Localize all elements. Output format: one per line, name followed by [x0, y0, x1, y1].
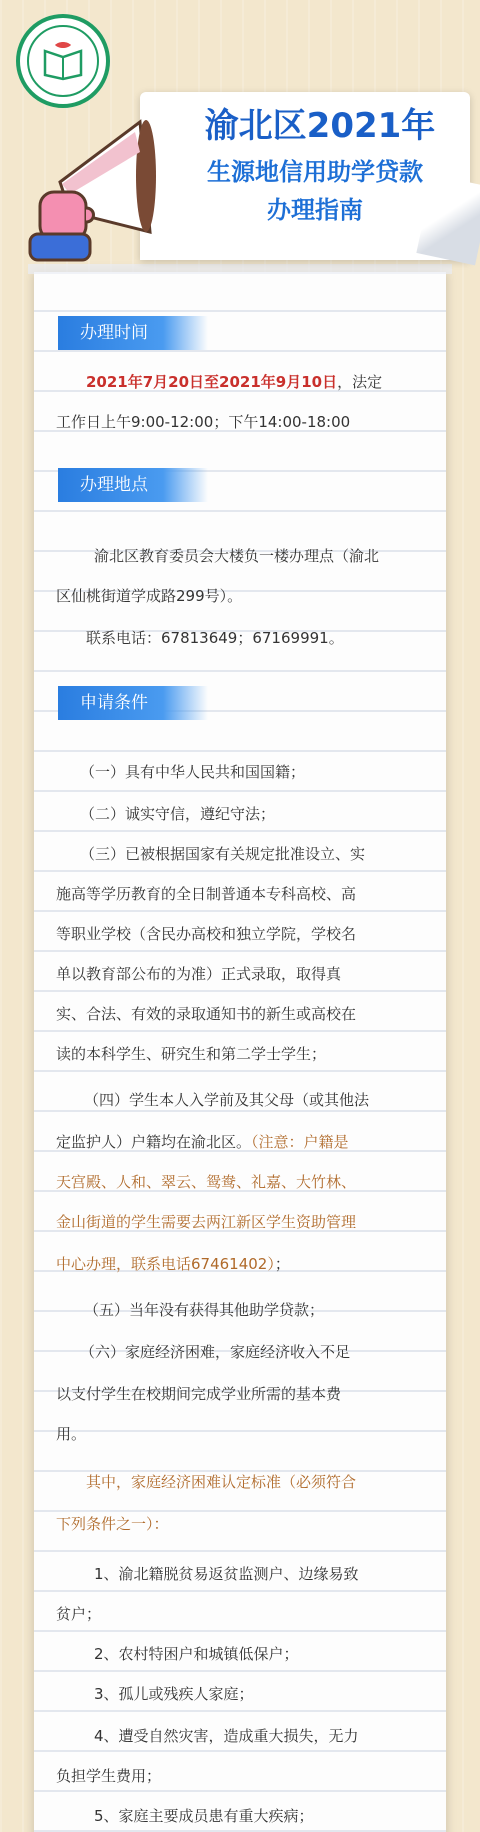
- section-tag-conditions: 申请条件: [58, 686, 208, 720]
- condition-6-line-2: 以支付学生在校期间完成学业所需的基本费: [56, 1385, 342, 1403]
- section-tag-place: 办理地点: [58, 468, 208, 502]
- condition-3-line-4: 单以教育部公布的为准）正式录取，取得真: [56, 965, 342, 983]
- megaphone-icon: [0, 112, 160, 272]
- condition-4-note-line-2: 天宫殿、人和、翠云、鸳鸯、礼嘉、大竹林、: [56, 1173, 357, 1191]
- hardship-item-3: 3、孤儿或残疾人家庭；: [94, 1685, 254, 1703]
- place-phone: 联系电话：67813649；67169991。: [86, 629, 344, 647]
- condition-4-line-1: （四）学生本人入学前及其父母（或其他法: [84, 1091, 370, 1109]
- hardship-item-2: 2、农村特困户和城镇低保户；: [94, 1645, 299, 1663]
- page-title-main: 生源地信用助学贷款: [207, 158, 423, 186]
- condition-3-line-3: 等职业学校（含民办高校和独立学院，学校名: [56, 925, 357, 943]
- hardship-criteria-line-1: 其中，家庭经济困难认定标准（必须符合: [86, 1473, 357, 1491]
- time-line-2: 工作日上午9:00-12:00；下午14:00-18:00: [56, 413, 351, 431]
- hardship-item-1-line-1: 1、渝北籍脱贫易返贫监测户、边缘易致: [94, 1565, 359, 1583]
- hardship-item-4-line-1: 4、遭受自然灾害，造成重大损失，无力: [94, 1727, 359, 1745]
- hardship-item-4-line-2: 负担学生费用；: [56, 1767, 162, 1785]
- place-line-2: 区仙桃街道学成路299号）。: [56, 587, 243, 605]
- condition-4-note-end: ；: [274, 1255, 290, 1273]
- section-tag-time: 办理时间: [58, 316, 208, 350]
- hardship-criteria-line-2: 下列条件之一）：: [56, 1515, 169, 1533]
- condition-6-line-1: （六）家庭经济困难，家庭经济收入不足: [80, 1343, 351, 1361]
- logo-emblem: [27, 25, 99, 97]
- condition-4-line-2: [56, 1122, 428, 1162]
- hardship-item-5: 5、家庭主要成员患有重大疾病；: [94, 1807, 314, 1825]
- condition-4-note-line-4: [56, 1244, 428, 1284]
- condition-5: （五）当年没有获得其他助学贷款；: [84, 1301, 325, 1319]
- page-title-sub: 办理指南: [267, 196, 363, 224]
- condition-4-text: 定监护人）户籍均在渝北区。: [56, 1133, 252, 1151]
- condition-1: （一）具有中华人民共和国国籍；: [80, 763, 306, 781]
- logo-book-icon: [41, 41, 85, 81]
- place-line-1: 渝北区教育委员会大楼负一楼办理点（渝北: [94, 547, 380, 565]
- condition-3-line-2: 施高等学历教育的全日制普通本专科高校、高: [56, 885, 357, 903]
- condition-3-line-6: 读的本科学生、研究生和第二学士学生；: [56, 1045, 327, 1063]
- hardship-item-1-line-2: 贫户；: [56, 1605, 102, 1623]
- time-date-range: 2021年7月20日至2021年9月10日: [86, 373, 338, 391]
- condition-3-line-1: （三）已被根据国家有关规定批准设立、实: [80, 845, 366, 863]
- organization-logo: [16, 14, 110, 108]
- condition-2: （二）诚实守信，遵纪守法；: [80, 805, 276, 823]
- condition-4-note-start: （注意：户籍是: [251, 1133, 349, 1151]
- condition-4-note-phone: 中心办理，联系电话67461402）: [56, 1255, 275, 1273]
- condition-3-line-5: 实、合法、有效的录取通知书的新生或高校在: [56, 1005, 357, 1023]
- time-line-1: [56, 362, 428, 402]
- time-line-1-rest: ，法定: [337, 373, 383, 391]
- condition-4-note-line-3: 金山街道的学生需要去两江新区学生资助管理: [56, 1213, 357, 1231]
- page-title-year: 渝北区2021年: [204, 106, 436, 146]
- condition-6-line-3: 用。: [56, 1425, 87, 1443]
